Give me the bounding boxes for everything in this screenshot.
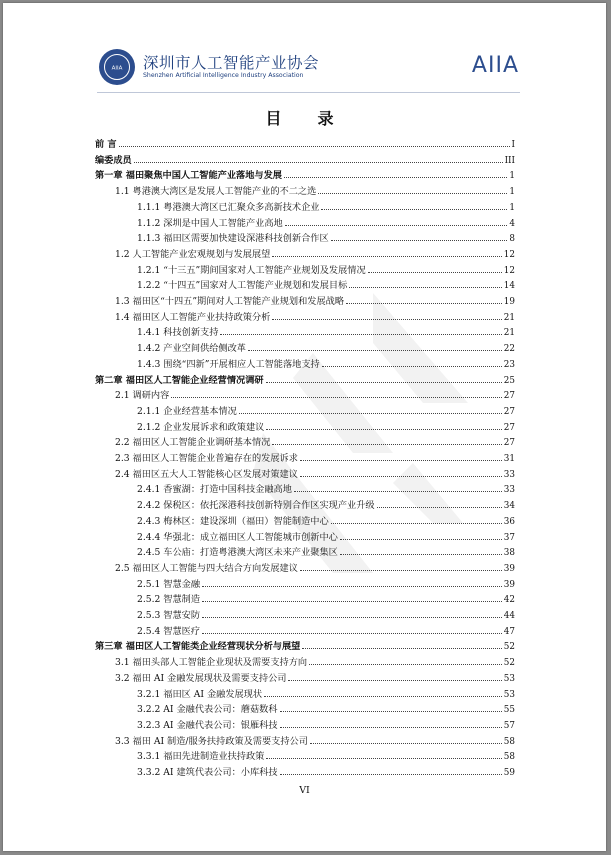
toc-entry-label: 1.1.1 粤港澳大湾区已汇聚众多高新技术企业 [137, 201, 320, 213]
toc-entry-page: 42 [503, 595, 515, 606]
toc-entry-page: 53 [503, 673, 515, 684]
toc-title: 目 录 [265, 109, 344, 128]
toc-entry-label: 2.5.1 智慧金融 [137, 578, 201, 590]
toc-entry-label: 2.4 福田区五大人工智能核心区发展对策建议 [115, 468, 298, 480]
toc-entry-label: 1.4 福田区人工智能产业扶持政策分析 [115, 311, 271, 323]
toc-entry[interactable] [115, 734, 515, 747]
toc-entry[interactable] [115, 671, 515, 684]
toc-entry[interactable] [95, 153, 515, 166]
toc-leader-dots [119, 137, 510, 147]
toc-entry[interactable] [137, 341, 515, 354]
toc-entry-page: 12 [503, 249, 515, 260]
toc-entry-page: 8 [509, 234, 515, 245]
toc-entry-page: 25 [503, 375, 515, 386]
org-abbreviation: AIIA [471, 53, 519, 78]
toc-entry[interactable] [115, 467, 515, 480]
page-number: VI [299, 785, 310, 796]
toc-entry-label: 2.4.5 车公庙：打造粤港澳大湾区未来产业聚集区 [137, 547, 338, 559]
toc-entry-page: 52 [503, 642, 515, 653]
toc-entry[interactable] [137, 592, 515, 605]
toc-entry-label: 2.5 福田区人工智能与四大结合方向发展建议 [115, 562, 298, 574]
toc-entry[interactable] [137, 420, 515, 433]
toc-entry-label: 2.1.2 企业发展诉求和政策建议 [137, 421, 265, 433]
toc-leader-dots [264, 687, 502, 697]
toc-leader-dots [272, 435, 501, 445]
toc-leader-dots [272, 310, 501, 320]
toc-entry-page: 37 [503, 532, 515, 543]
toc-entry-label: 1.2.1 “十三五”期间国家对人工智能产业规划及发展情况 [137, 264, 366, 276]
toc-leader-dots [300, 467, 502, 477]
toc-leader-dots [202, 577, 502, 587]
toc-entry[interactable] [95, 137, 515, 150]
toc-leader-dots [349, 278, 502, 288]
toc-entry-page: 21 [503, 328, 515, 339]
toc-entry-label: 3.2 福田 AI 金融发展现状及需要支持公司 [115, 672, 287, 684]
toc-leader-dots [322, 357, 502, 367]
toc-entry[interactable] [137, 545, 515, 558]
toc-leader-dots [346, 294, 502, 304]
toc-entry-label: 前 言 [95, 139, 117, 150]
toc-entry[interactable] [137, 718, 515, 731]
toc-entry-page: 4 [509, 218, 515, 229]
toc-entry-label: 2.4.4 华强北：成立福田区人工智能城市创新中心 [137, 531, 338, 543]
toc-leader-dots [321, 200, 507, 210]
toc-entry-label: 第一章 福田聚焦中国人工智能产业落地与发展 [95, 170, 282, 182]
toc-leader-dots [331, 514, 502, 524]
org-name-cn: 深圳市人工智能产业协会 [143, 54, 320, 72]
toc-entry-label: 1.4.3 围绕“四新”开展相应人工智能落地支持 [137, 358, 320, 370]
toc-entry-label: 3.2.2 AI 金融代表公司：蘑菇数科 [137, 704, 278, 716]
toc-leader-dots [331, 231, 508, 241]
svg-text:AIIA: AIIA [111, 65, 123, 72]
toc-entry-label: 1.4.1 科技创新支持 [137, 327, 219, 339]
toc-entry-page: I [511, 140, 515, 150]
toc-entry-page: 47 [503, 626, 515, 637]
toc-leader-dots [284, 168, 507, 178]
toc-entry-label: 3.3.2 AI 建筑代表公司：小库科技 [137, 767, 278, 778]
toc-entry-label: 第三章 福田区人工智能类企业经营现状分析与展望 [95, 641, 301, 653]
toc-entry[interactable] [115, 655, 515, 668]
toc-entry[interactable] [137, 482, 515, 495]
toc-entry[interactable] [115, 247, 515, 260]
toc-entry-label: 2.4.2 保税区：依托深港科技创新特别合作区实现产业升级 [137, 500, 375, 512]
toc-entry-label: 2.5.4 智慧医疗 [137, 625, 201, 637]
toc-entry-label: 2.1.1 企业经营基本情况 [137, 405, 237, 417]
toc-entry[interactable] [137, 749, 515, 762]
toc-entry-page: 27 [503, 406, 515, 417]
toc-entry-page: 22 [503, 344, 515, 355]
toc-entry[interactable] [137, 231, 515, 244]
org-name-en: Shenzhen Artificial Intelligence Industry Association [143, 72, 304, 79]
toc-leader-dots [340, 545, 502, 555]
toc-leader-dots [202, 592, 502, 602]
toc-entry[interactable] [137, 200, 515, 213]
toc-entry-label: 第二章 福田区人工智能企业经营情况调研 [95, 374, 264, 386]
toc-entry-page: 55 [503, 705, 515, 716]
toc-entry-label: 1.1 粤港澳大湾区是发展人工智能产业的不二之选 [115, 186, 317, 198]
toc-entry-label: 1.4.2 产业空间供给侧改革 [137, 343, 246, 355]
toc-entry[interactable] [137, 404, 515, 417]
toc-entry[interactable] [137, 530, 515, 543]
toc-leader-dots [248, 341, 502, 351]
toc-entry-page: 38 [503, 548, 515, 559]
toc-entry-page: 21 [503, 312, 515, 323]
toc-leader-dots [280, 718, 502, 728]
toc-leader-dots [340, 530, 502, 540]
toc-entry[interactable] [115, 561, 515, 574]
logo-ring-icon [104, 54, 130, 80]
toc-entry[interactable] [95, 168, 515, 181]
toc-entry[interactable] [115, 310, 515, 323]
toc-leader-dots [318, 184, 507, 194]
toc-entry-label: 2.3 福田区人工智能企业普遍存在的发展诉求 [115, 453, 298, 464]
toc-entry[interactable] [115, 184, 515, 197]
toc-leader-dots [377, 498, 502, 508]
toc-entry[interactable] [137, 577, 515, 590]
toc-leader-dots [280, 765, 502, 775]
toc-leader-dots [134, 153, 503, 163]
toc-leader-dots [239, 404, 502, 414]
toc-entry-page: 53 [503, 689, 515, 700]
toc-entry-label: 3.3 福田 AI 制造/服务扶持政策及需要支持公司 [115, 735, 308, 747]
toc-entry-page: 1 [509, 202, 515, 213]
toc-entry-label: 1.2 人工智能产业宏观规划与发展展望 [115, 248, 271, 260]
toc-leader-dots [310, 734, 502, 744]
toc-entry-label: 2.2 福田区人工智能企业调研基本情况 [115, 437, 271, 449]
toc-entry[interactable] [137, 624, 515, 637]
toc-leader-dots [266, 420, 501, 430]
toc-entry-label: 2.5.3 智慧安防 [137, 610, 201, 621]
toc-entry-label: 2.5.2 智慧制造 [137, 594, 201, 606]
toc-entry-label: 3.1 福田头部人工智能企业现状及需要支持方向 [115, 657, 308, 669]
toc-leader-dots [171, 388, 502, 398]
toc-entry-page: 27 [503, 438, 515, 449]
toc-entry[interactable] [95, 639, 515, 652]
toc-leader-dots [272, 247, 501, 257]
toc-entry[interactable] [137, 278, 515, 291]
toc-leader-dots [285, 216, 508, 226]
toc-entry[interactable] [137, 687, 515, 700]
toc-entry[interactable] [115, 294, 515, 307]
toc-entry-page: 12 [503, 265, 515, 276]
document-page [3, 3, 606, 851]
toc-entry-page: 39 [503, 563, 515, 574]
toc-entry-page: 1 [509, 187, 515, 198]
toc-leader-dots [266, 373, 502, 383]
toc-entry-page: 36 [503, 516, 515, 527]
logo-mark-icon [109, 62, 125, 72]
toc-entry-page: 31 [503, 454, 515, 464]
toc-entry-page: 58 [503, 752, 515, 763]
toc-entry-page: 19 [503, 297, 515, 307]
toc-entry-label: 3.3.1 福田先进制造业扶持政策 [137, 751, 265, 763]
toc-entry[interactable] [137, 498, 515, 511]
toc-entry-label: 3.2.3 AI 金融代表公司：银雁科技 [137, 719, 278, 731]
toc-entry-page: 44 [503, 611, 515, 621]
toc-entry-label: 1.2.2 “十四五”国家对人工智能产业规划和发展目标 [137, 280, 348, 292]
toc-entry-label: 1.1.2 深圳是中国人工智能产业高地 [137, 217, 283, 229]
toc-entry-page: 58 [503, 736, 515, 747]
toc-entry-page: 27 [503, 391, 515, 402]
toc-entry[interactable] [115, 435, 515, 448]
toc-entry-page: 23 [503, 359, 515, 370]
toc-entry-page: 14 [503, 281, 515, 292]
page-header [99, 47, 519, 89]
toc-entry[interactable] [137, 325, 515, 338]
toc-entry[interactable] [137, 357, 515, 370]
toc-leader-dots [280, 702, 502, 712]
toc-entry-label: 2.1 调研内容 [115, 390, 170, 402]
toc-entry[interactable] [115, 451, 515, 464]
toc-entry[interactable] [115, 388, 515, 401]
toc-entry-page: 52 [503, 658, 515, 669]
toc-entry-page: III [504, 155, 515, 166]
toc-leader-dots [288, 671, 501, 681]
toc-entry-page: 27 [503, 422, 515, 433]
toc-leader-dots [202, 624, 502, 634]
header-divider [97, 92, 520, 93]
toc-entry-page: 57 [503, 720, 515, 731]
toc-entry-label: 2.4.1 香蜜湖：打造中国科技金融高地 [137, 484, 292, 496]
toc-entry-label: 1.1.3 福田区需要加快建设深港科技创新合作区 [137, 233, 329, 245]
toc-entry-label: 编委成员 [95, 154, 132, 166]
toc-leader-dots [294, 482, 502, 492]
toc-leader-dots [309, 655, 502, 665]
toc-leader-dots [202, 608, 502, 618]
toc-entry[interactable] [137, 514, 515, 527]
toc-entry-page: 33 [503, 485, 515, 496]
toc-entry-label: 3.2.1 福田区 AI 金融发展现状 [137, 688, 263, 700]
toc-entry[interactable] [137, 216, 515, 229]
toc-entry-page: 59 [503, 768, 515, 778]
toc-entry-page: 33 [503, 469, 515, 480]
toc-entry[interactable] [95, 373, 515, 386]
toc-entry[interactable] [137, 765, 515, 778]
toc-entry[interactable] [137, 608, 515, 621]
toc-leader-dots [220, 325, 501, 335]
toc-entry[interactable] [137, 263, 515, 276]
toc-entry-page: 39 [503, 579, 515, 590]
toc-entry-page: 34 [503, 501, 515, 512]
toc-leader-dots [266, 749, 501, 759]
toc-leader-dots [302, 639, 501, 649]
toc-leader-dots [300, 451, 502, 461]
toc-entry[interactable] [137, 702, 515, 715]
toc-entry-label: 1.3 福田区“十四五”期间对人工智能产业规划和发展战略 [115, 296, 345, 307]
association-logo [99, 49, 135, 85]
toc-entry-page: 1 [509, 171, 515, 182]
toc-leader-dots [300, 561, 502, 571]
toc-leader-dots [368, 263, 502, 273]
toc-entry-label: 2.4.3 梅林区：建设深圳（福田）智能制造中心 [137, 515, 329, 527]
